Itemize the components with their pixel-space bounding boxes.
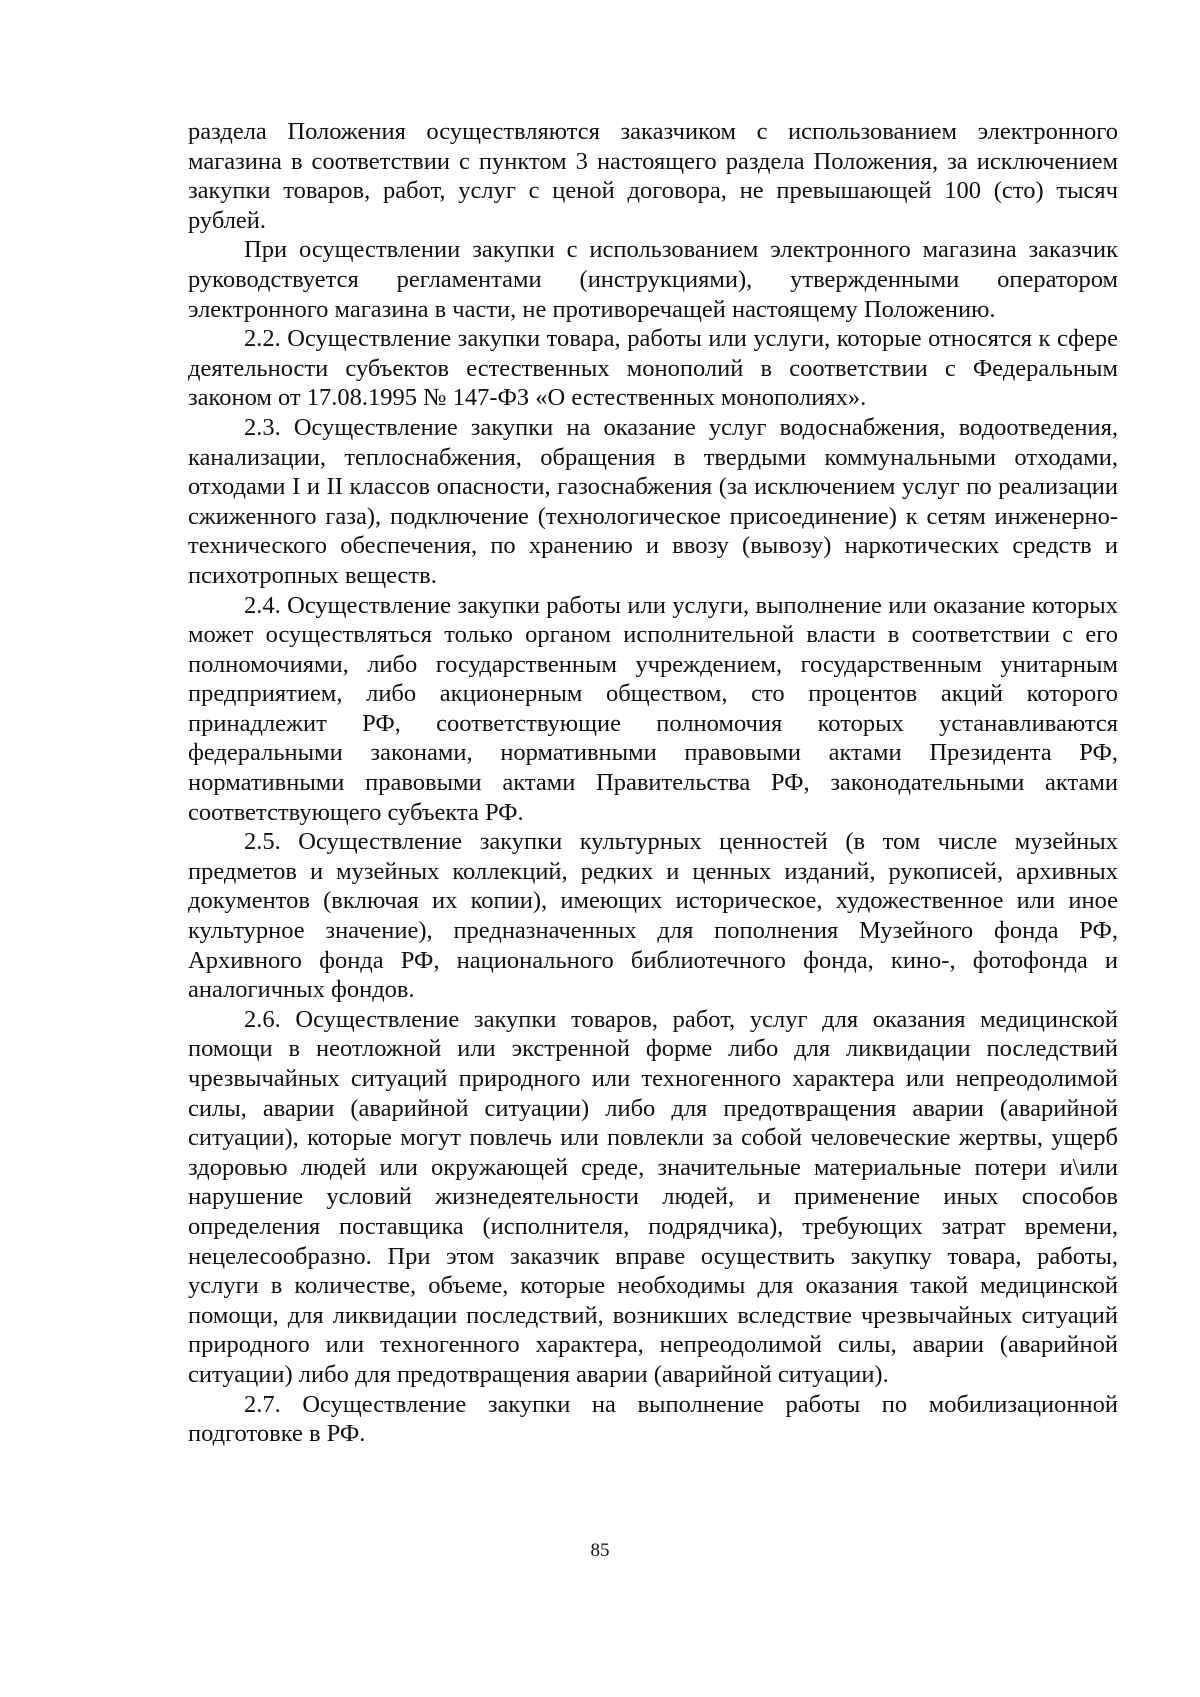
- paragraph-2-5: 2.5. Осуществление закупки культурных ценностей (в том числе музейных предметов и музейных коллекций, редких и ценных изданий, рукописей, архивных документов (включая их копии), имеющих историческое, художественное или иное культурное значение), предназначенных для пополнения Музейного фонда РФ, Архивного фонда РФ, национального библиотечного фонда, кино-, фотофонда и аналогичных фондов.: [188, 828, 1118, 1004]
- paragraph-2-7: 2.7. Осуществление закупки на выполнение работы по мобилизационной подготовке в РФ.: [188, 1390, 1118, 1448]
- page-number: 85: [590, 1540, 610, 1561]
- paragraph-2-6: 2.6. Осуществление закупки товаров, работ, услуг для оказания медицинской помощи в неотложной или экстренной форме либо для ликвидации последствий чрезвычайных ситуаций природного или техногенного характера или непреодолимой силы, аварии (аварийной ситуации) либо для предотвращения аварии (аварийной ситуации), которые могут повлечь или повлекли за собой человеческие жертвы, ущерб здоровью людей или окружающей среде, значительные материальные потери и\или нарушение условий жизнедеятельности людей, и применение иных способов определения поставщика (исполнителя, подрядчика), требующих затрат времени, нецелесообразно. При этом заказчик вправе осуществить закупку товара, работы, услуги в количестве, объеме, которые необходимы для оказания такой медицинской помощи, для ликвидации последствий, возникших вследствие чрезвычайных ситуаций природного или техногенного характера, непреодолимой силы, аварии (аварийной ситуации) либо для предотвращения аварии (аварийной ситуации).: [188, 1005, 1118, 1388]
- paragraph-2-4: 2.4. Осуществление закупки работы или услуги, выполнение или оказание которых может осуществляться только органом исполнительной власти в соответствии с его полномочиями, либо государственным учреждением, государственным унитарным предприятием, либо акционерным обществом, сто процентов акций которого принадлежит РФ, соответствующие полномочия которых устанавливаются федеральными законами, нормативными правовыми актами Президента РФ, нормативными правовыми актами Правительства РФ, законодательными актами соответствующего субъекта РФ.: [188, 591, 1118, 826]
- paragraph-2-2: 2.2. Осуществление закупки товара, работы или услуги, которые относятся к сфере деятельности субъектов естественных монополий в соответствии с Федеральным законом от 17.08.1995 № 147-ФЗ «О естественных монополиях».: [188, 325, 1118, 412]
- document-body: [188, 117, 1118, 1449]
- paragraph-2-3: 2.3. Осуществление закупки на оказание услуг водоснабжения, водоотведения, канализации, теплоснабжения, обращения в твердыми коммунальными отходами, отходами I и II классов опасности, газоснабжения (за исключением услуг по реализации сжиженного газа), подключение (технологическое присоединение) к сетям инженерно-технического обеспечения, по хранению и ввозу (вывозу) наркотических средств и психотропных веществ.: [188, 413, 1118, 589]
- paragraph-continuation: раздела Положения осуществляются заказчиком с использованием электронного магазина в соответствии с пунктом 3 настоящего раздела Положения, за исключением закупки товаров, работ, услуг с ценой договора, не превышающей 100 (сто) тысяч рублей.: [188, 118, 1118, 234]
- paragraph-electronic-store: При осуществлении закупки с использованием электронного магазина заказчик руководствуется регламентами (инструкциями), утвержденными оператором электронного магазина в части, не противоречащей настоящему Положению.: [188, 236, 1118, 323]
